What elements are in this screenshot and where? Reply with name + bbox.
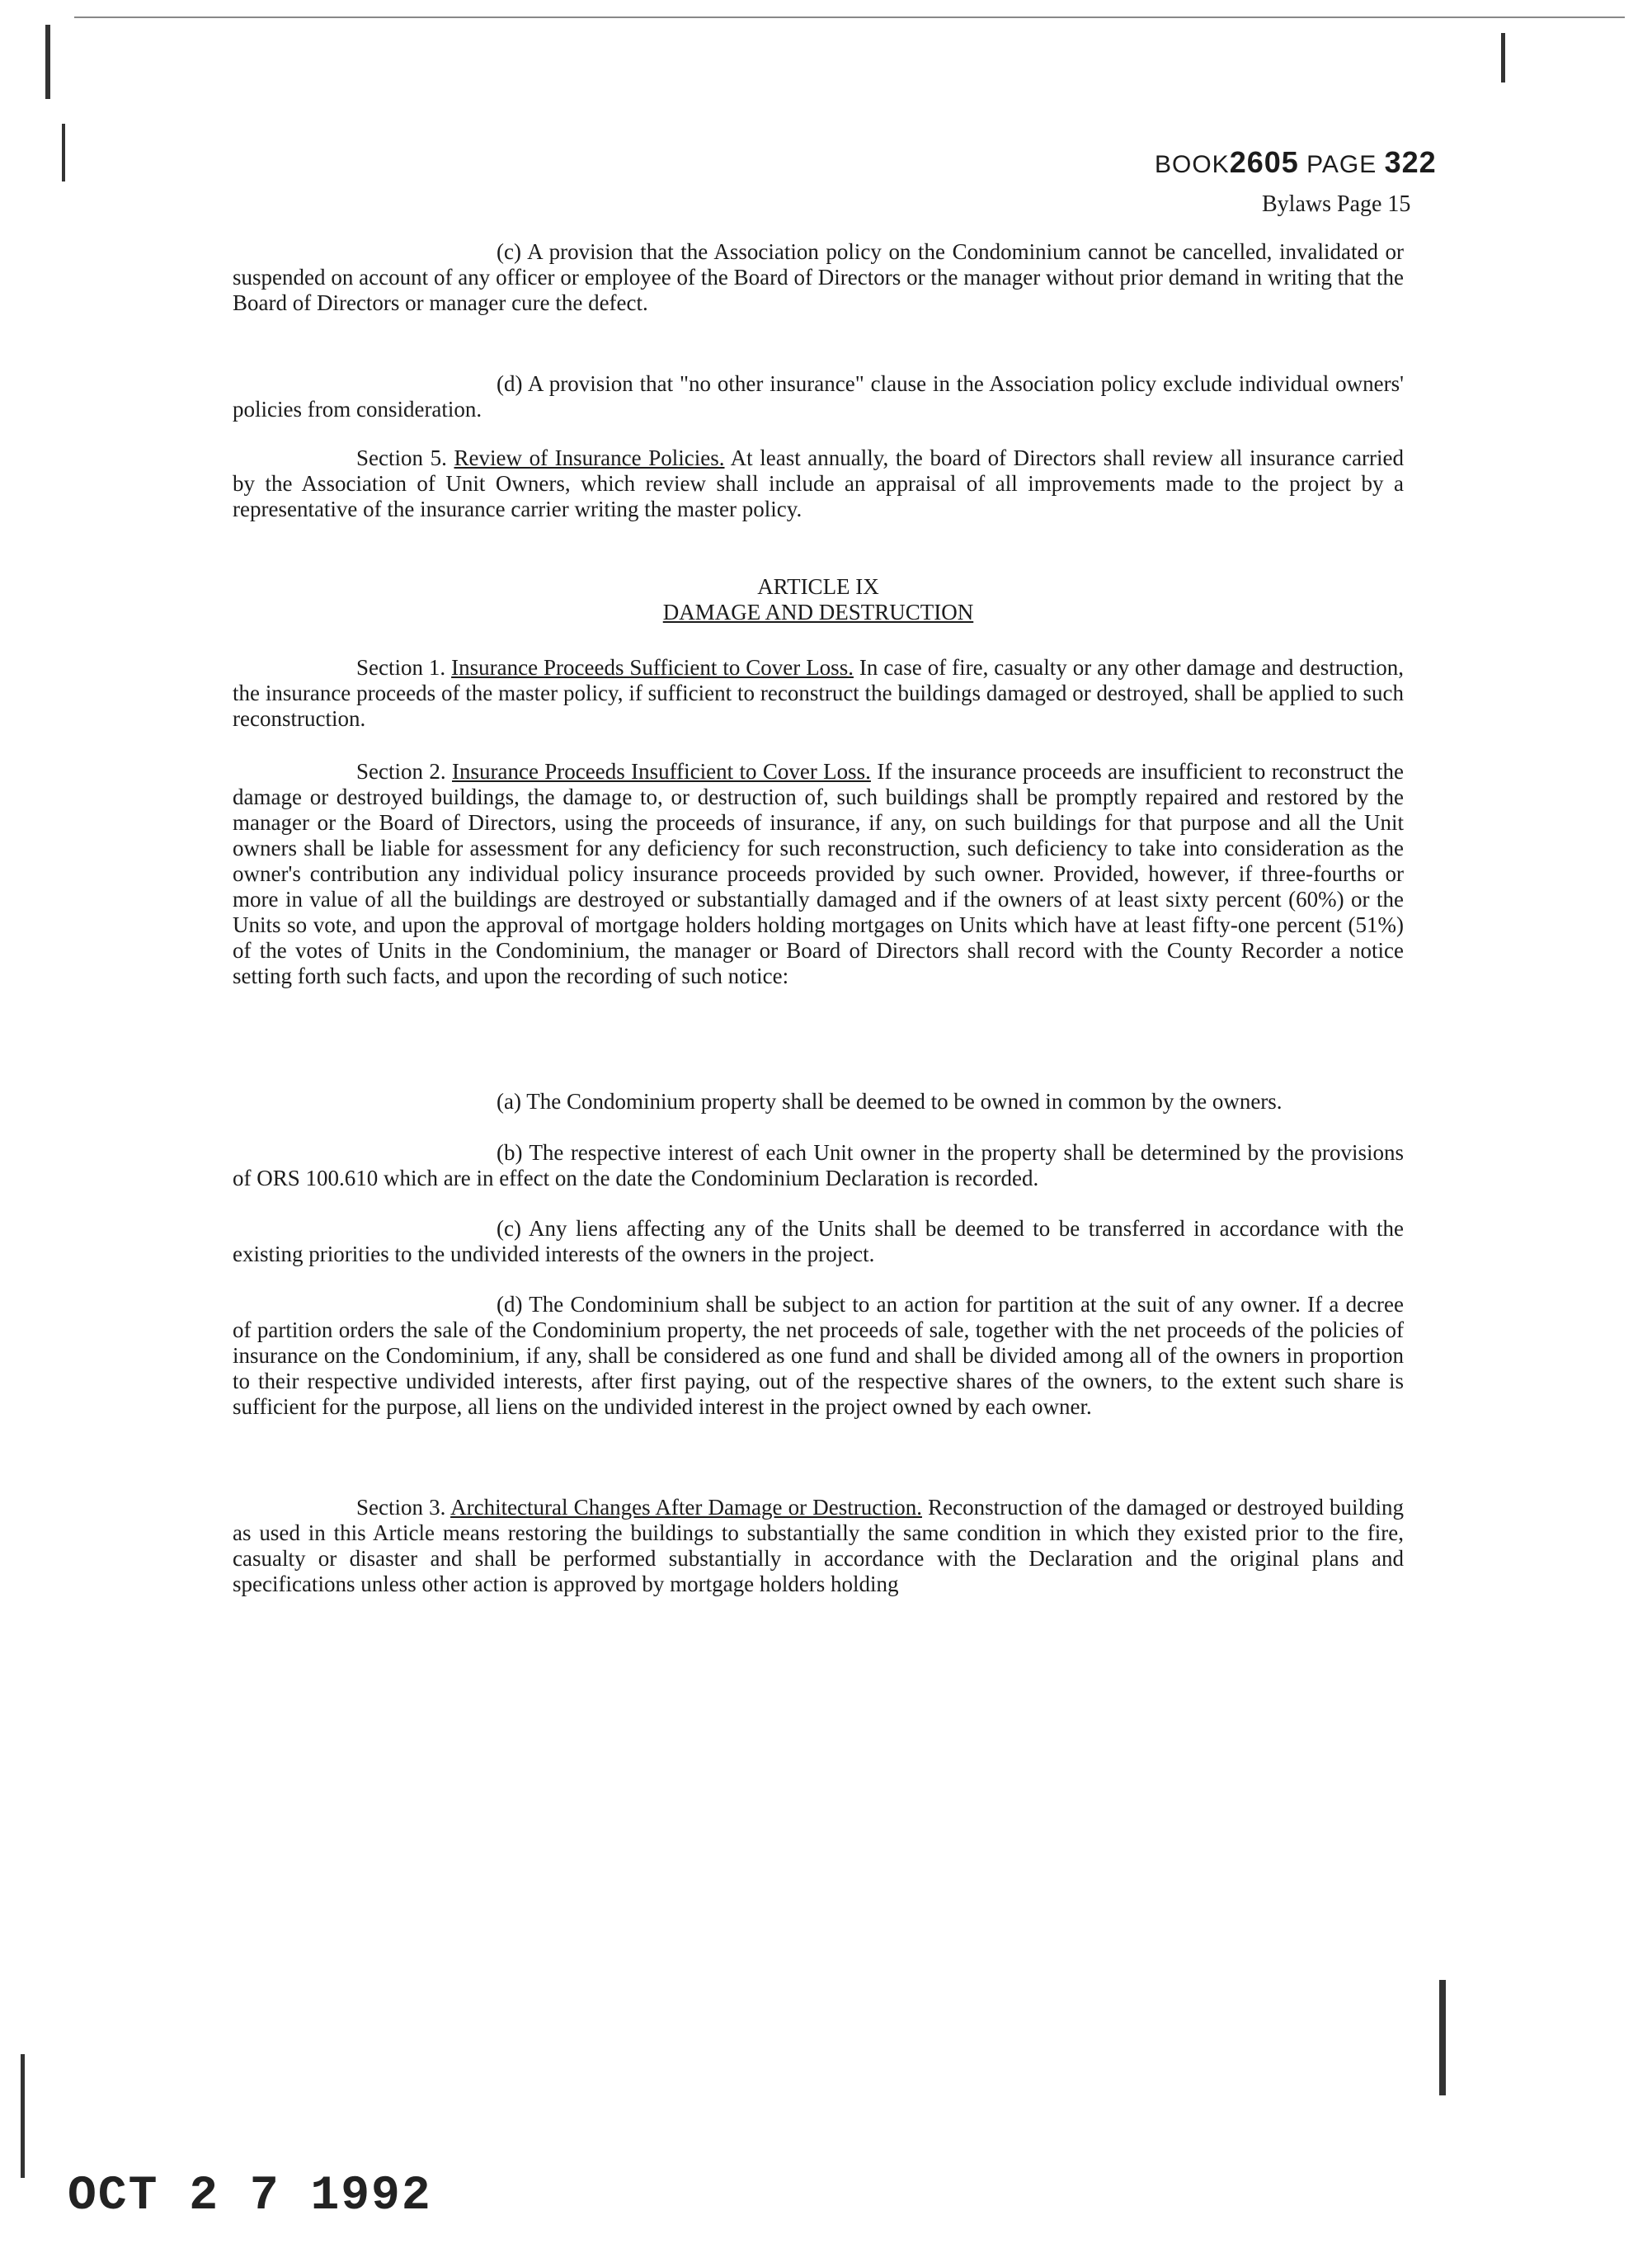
scan-edge-mark (74, 16, 1625, 18)
para-text: A provision that the Association policy on the Condominium cannot be cancelled, invalidated or suspended on account of any officer or employee of the Board of Directors or the manager without prior demand in writing that the Board of Directors or manager cure the defect. (233, 239, 1405, 315)
book-label: BOOK (1155, 151, 1230, 178)
scan-edge-mark (1501, 33, 1505, 82)
scan-edge-mark (1439, 1980, 1446, 2095)
item-label: (a) (497, 1089, 521, 1114)
section-5 (233, 445, 1404, 522)
page-header: Bylaws Page 15 (1262, 191, 1411, 217)
section-1 (233, 655, 1404, 732)
section-title: Insurance Proceeds Insufficient to Cover Loss. (451, 759, 871, 784)
section-text: In case of fire, casualty or any other damage and destruction, the insurance proceeds of the master policy, if sufficient to reconstruct the buildings damaged or destroyed, shall be applied to such reconstruction. (233, 655, 1404, 731)
section-2-item-a (233, 1089, 1404, 1115)
section-2-item-b (233, 1140, 1404, 1191)
para-label: (d) (497, 371, 523, 396)
section-title: Insurance Proceeds Sufficient to Cover Loss. (451, 655, 854, 680)
section-label: Section 5. (356, 445, 447, 470)
article-title: DAMAGE AND DESTRUCTION (662, 600, 974, 624)
article-heading (233, 574, 1404, 625)
section-text: If the insurance proceeds are insufficient to reconstruct the damage or destroyed buildings, the damage to, or destruction of, such buildings shall be promptly repaired and restored by the manager or the Board of Directors, using the proceeds of insurance, if any, on such buildings for that purpose and all the Unit owners shall be liable for assessment for any deficiency for such reconstruction, such deficiency to take into consideration as the owner's contribution any individual policy insurance proceeds provided by such owner. Provided, however, if three-fourths or more in value of all the buildings are destroyed or substantially damaged and if the owners of at least sixty percent (60%) or the Units so vote, and upon the approval of mortgage holders holding mortgages on Units which have at least fifty-one percent (51%) of the votes of Units in the Condominium, the manager or Board of Directors shall record with the County Recorder a notice setting forth such facts, and upon the recording of such notice: (233, 759, 1404, 988)
section-2-item-c (233, 1216, 1404, 1267)
scan-edge-mark (62, 124, 65, 181)
para-text: A provision that "no other insurance" clause in the Association policy exclude individual owners' policies from consideration. (233, 371, 1404, 422)
article-number: ARTICLE IX (757, 574, 879, 599)
scan-edge-mark (21, 2054, 25, 2178)
book-page-stamp (1155, 145, 1437, 180)
item-text: The respective interest of each Unit owner in the property shall be determined by the provisions of ORS 100.610 which are in effect on the date the Condominium Declaration is recorded. (233, 1140, 1405, 1190)
section-text: Reconstruction of the damaged or destroyed building as used in this Article means restoring the buildings to substantially the same condition in which they existed prior to the fire, casualty or disaster and shall be performed substantially in accordance with the Declaration and the original plans and specifications unless other action is approved by mortgage holders holding (233, 1495, 1405, 1596)
item-label: (c) (497, 1216, 521, 1241)
section-title: Architectural Changes After Damage or Destruction. (450, 1495, 922, 1520)
section-2-item-d (233, 1292, 1404, 1420)
date-stamp: OCT 2 7 1992 (68, 2170, 432, 2223)
paragraph-d (233, 371, 1404, 422)
item-text: The Condominium property shall be deemed to be owned in common by the owners. (526, 1089, 1283, 1114)
scan-edge-mark (45, 25, 50, 99)
section-label: Section 2. (356, 759, 446, 784)
section-title: Review of Insurance Policies. (454, 445, 725, 470)
section-text: At least annually, the board of Directors shall review all insurance carried by the Association of Unit Owners, which review shall include an appraisal of all improvements made to the project by a representative of the insurance carrier writing the master policy. (233, 445, 1405, 521)
book-number: 2605 (1229, 145, 1299, 179)
section-label: Section 1. (356, 655, 446, 680)
para-label: (c) (497, 239, 521, 264)
item-text: The Condominium shall be subject to an action for partition at the suit of any owner. If a decree of partition orders the sale of the Condominium property, the net proceeds of sale, together with the net proceeds of the policies of insurance on the Condominium, if any, shall be considered as one fund and shall be divided among all of the owners in proportion to their respective undivided interests, after first paying, out of the respective shares of the owners, to the extent such share is sufficient for the purpose, all liens on the undivided interest in the project owned by each owner. (233, 1292, 1405, 1419)
section-2 (233, 759, 1404, 989)
paragraph-c (233, 239, 1404, 316)
item-label: (d) (497, 1292, 523, 1317)
item-label: (b) (497, 1140, 523, 1165)
item-text: Any liens affecting any of the Units shall be deemed to be transferred in accordance with the existing priorities to the undivided interests of the owners in the project. (233, 1216, 1405, 1266)
section-label: Section 3. (356, 1495, 446, 1520)
page-label: PAGE (1306, 151, 1377, 178)
section-3 (233, 1495, 1404, 1597)
page-number: 322 (1384, 145, 1437, 179)
